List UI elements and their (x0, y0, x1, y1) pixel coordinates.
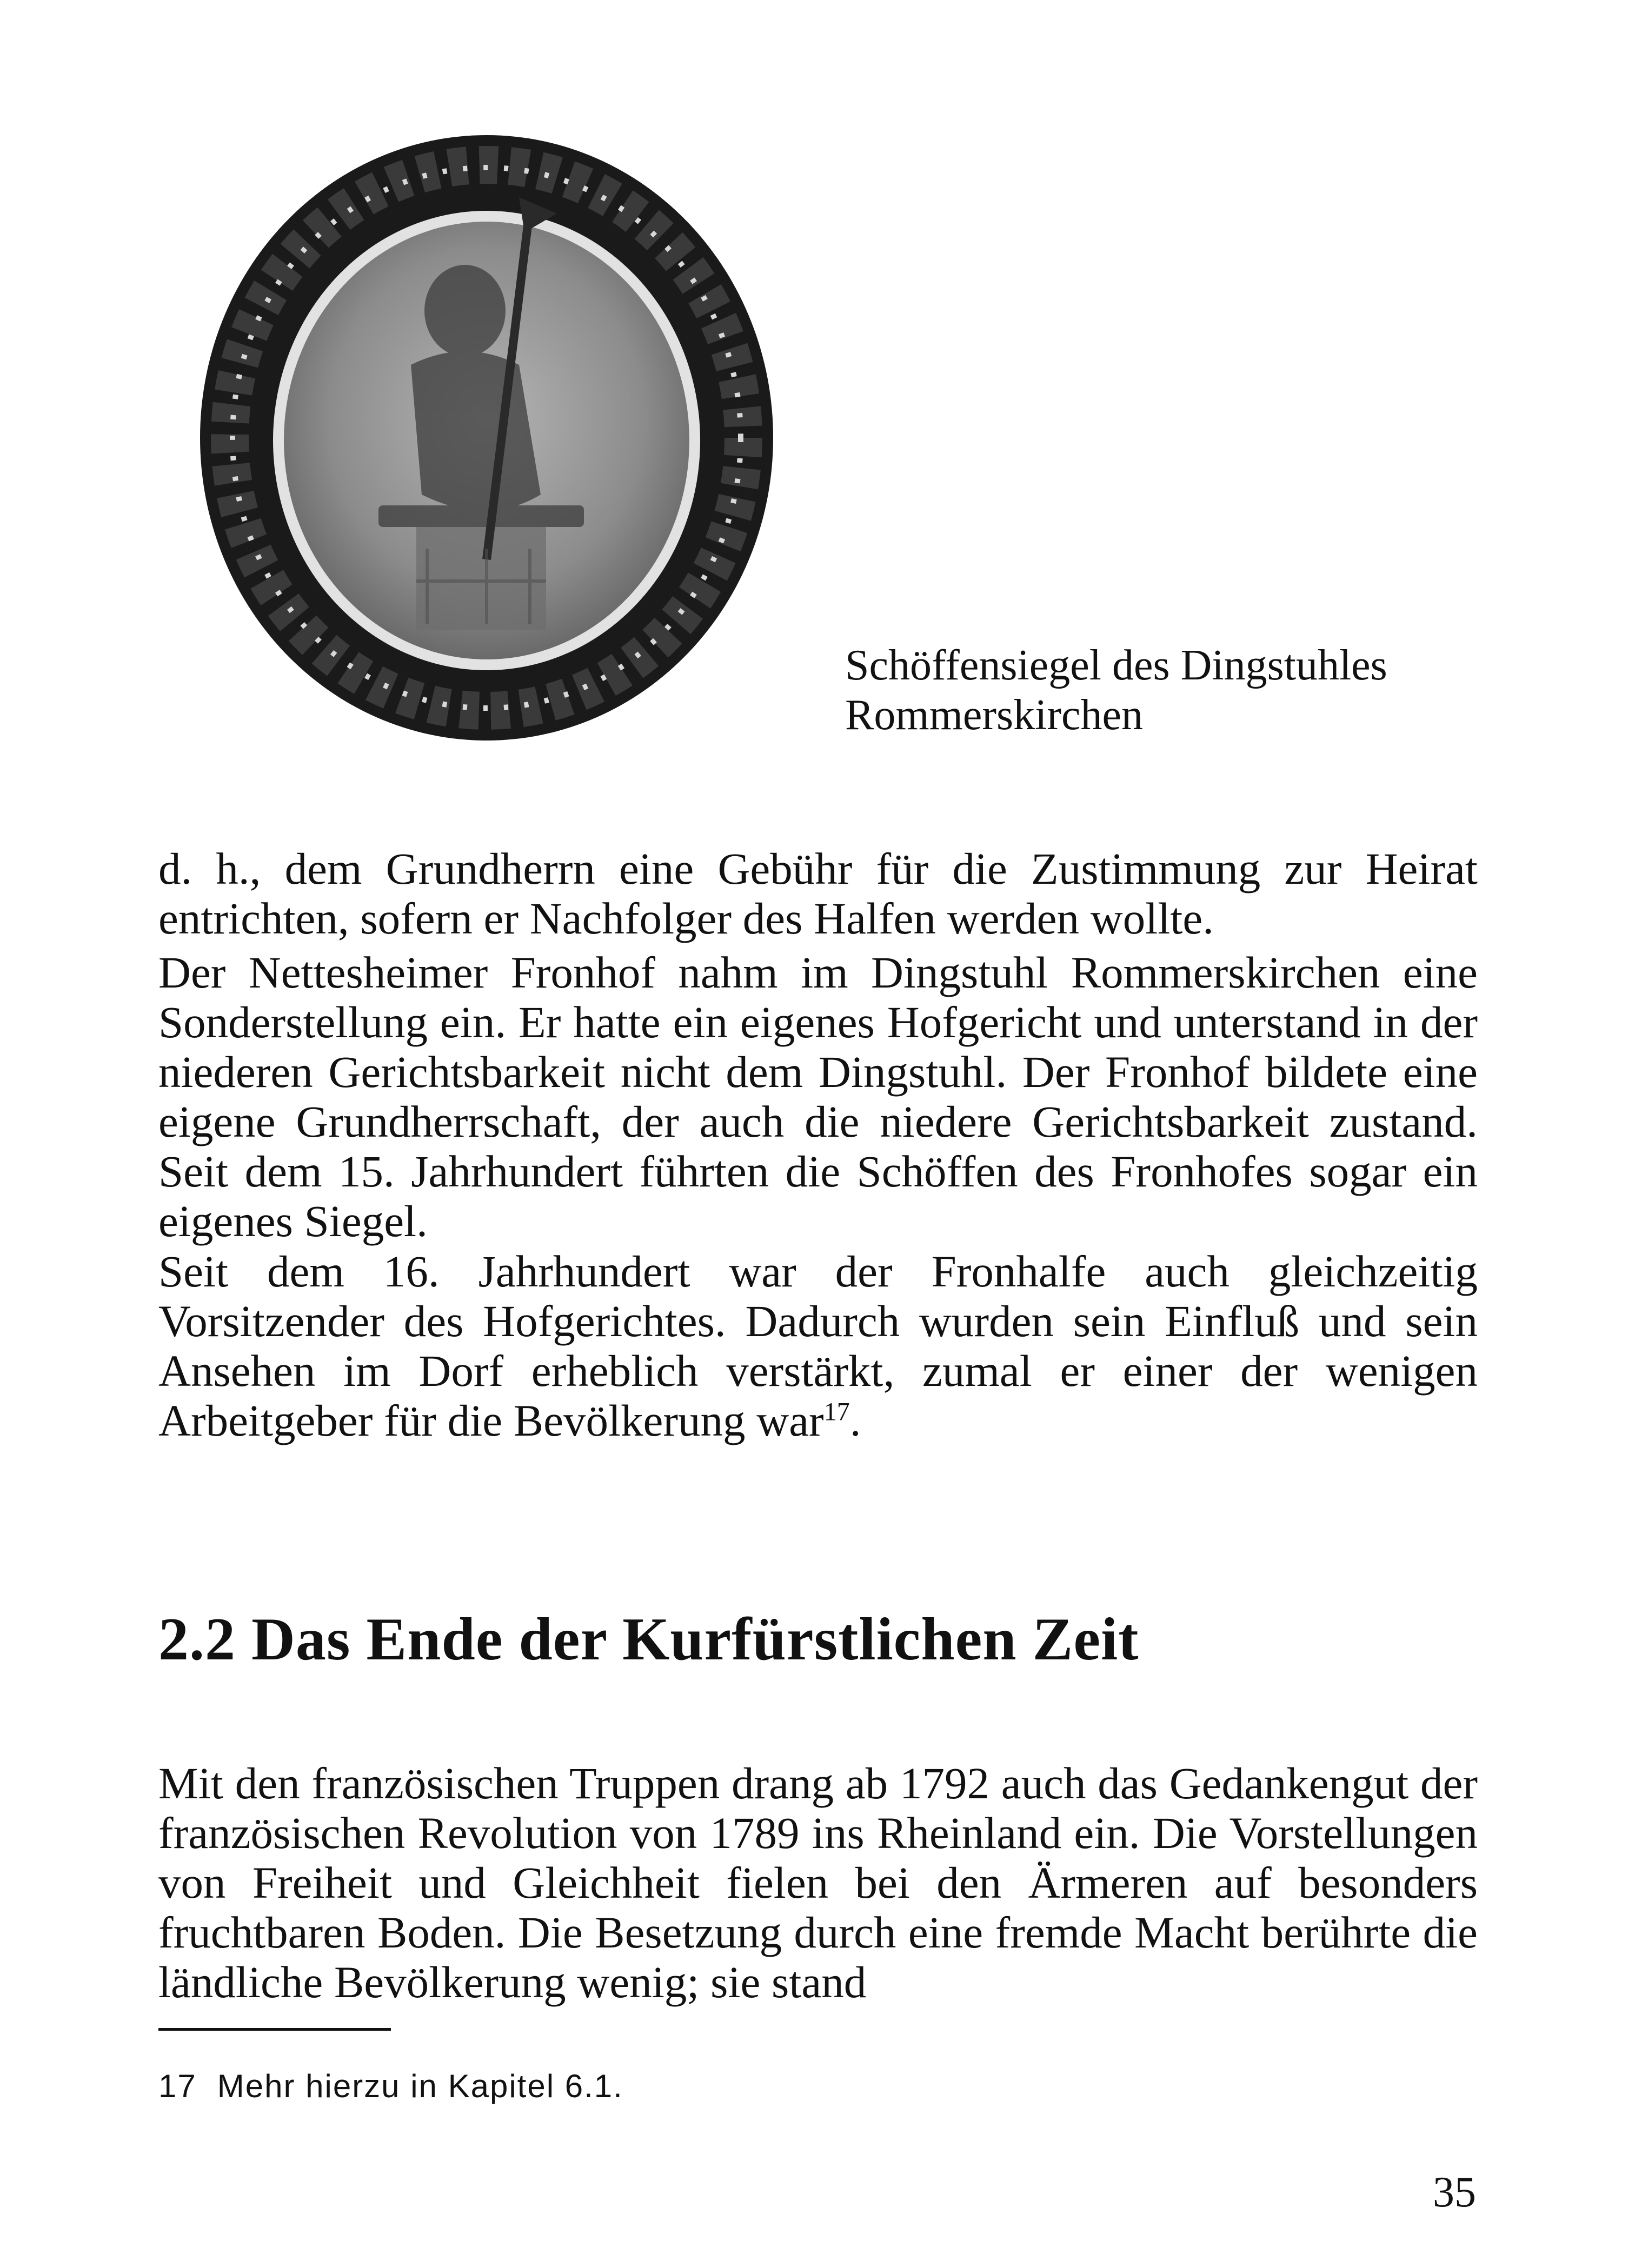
footnote-number: 17 (158, 2068, 197, 2104)
page-number: 35 (1433, 2169, 1476, 2216)
footnote-divider (158, 2028, 391, 2031)
footnote (158, 2067, 623, 2105)
caption-line: Schöffensiegel des Dingstuhles (845, 642, 1387, 689)
footnote-text: Mehr hierzu in Kapitel 6.1. (217, 2068, 623, 2104)
paragraph-end: . (849, 1396, 861, 1445)
paragraph-text: Seit dem 16. Jahrhundert war der Fronhalfe auch gleichzeitig Vorsitzender des Hofgerichtes. Dadurch wurden sein Einfluß und sein Ansehen im Dorf erheblich verstärkt, zumal er einer der wenigen Arbeitgeber für die Bevölkerung war (158, 1246, 1478, 1445)
body-paragraph: d. h., dem Grundherrn eine Gebühr für die Zustimmung zur Heirat entrichten, sofern er Nachfolger des Halfen werden wollte. (158, 844, 1478, 943)
figure-caption (845, 641, 1591, 740)
seal-illustration (184, 116, 784, 751)
caption-line: Rommerskirchen (845, 691, 1143, 739)
body-paragraph: Der Nettesheimer Fronhof nahm im Dingstuhl Rommerskirchen eine Sonderstellung ein. Er hatte ein eigenes Hofgericht und unterstand in der niederen Gerichtsbarkeit nicht dem Dingstuhl. Der Fronhof bildete eine eigene Grundherrschaft, der auch die niedere Gerichtsbarkeit zustand. Seit dem 15. Jahrhundert führten die Schöffen des Fronhofes sogar ein eigenes Siegel. (158, 948, 1478, 1246)
section-heading: 2.2 Das Ende der Kurfürstlichen Zeit (158, 1605, 1139, 1673)
footnote-reference: 17 (823, 1397, 850, 1426)
body-paragraph (158, 1246, 1478, 1445)
body-paragraph: Mit den französischen Truppen drang ab 1792 auch das Gedankengut der französischen Revolution von 1789 ins Rheinland ein. Die Vorstellungen von Freiheit und Gleichheit fielen bei den Ärmeren auf besonders fruchtbaren Boden. Die Besetzung durch eine fremde Macht berührte die ländliche Bevölkerung wenig; sie stand (158, 1758, 1478, 2007)
